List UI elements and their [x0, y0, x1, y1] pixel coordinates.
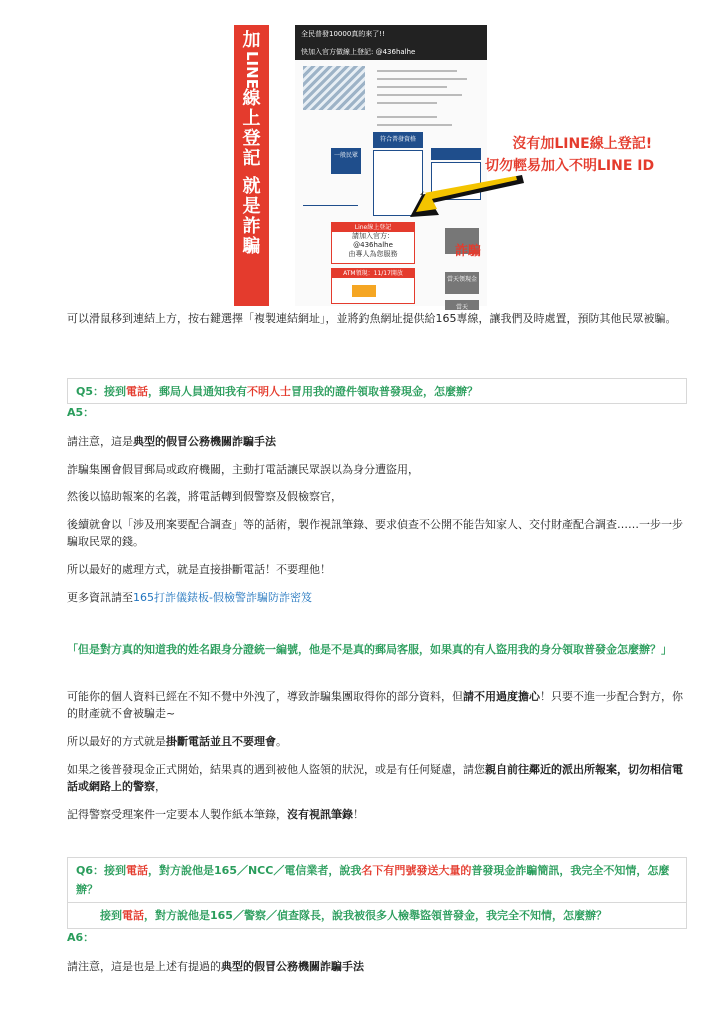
intro-paragraph: 可以滑鼠移到連結上方，按右鍵選擇「複製連結網址」，並將釣魚網址提供給165專線，讓我們及時處置，預防其他民眾被騙。 [67, 312, 677, 325]
warning-line: 切勿輕易加入不明LINE ID [485, 158, 655, 174]
today-cash-box: 當天領現金 [445, 272, 479, 294]
a5-paragraph-1: 請注意，這是典型的假冒公務機關詐騙手法 [67, 435, 276, 448]
eligibility-box: 符合普發資格 [373, 132, 423, 148]
side-title-char: 加 [242, 30, 261, 51]
a6-paragraph-1: 請注意，這是也是上述有提過的典型的假冒公務機關詐騙手法 [67, 960, 364, 973]
answer-label-a5: A5： [67, 406, 95, 419]
side-title-char: LINE [243, 51, 261, 89]
today-box: 當天 [445, 300, 479, 310]
line-box-id: @436halhe [353, 241, 393, 249]
follow-up-quote: 「但是對方真的知道我的姓名跟身分證統一編號，他是不是真的郵局客服，如果真的有人盜用我的身分領取普發金怎麼辦？」 [67, 643, 672, 656]
a5-paragraph-2: 詐騙集團會假冒郵局或政府機關，主動打電話讓民眾誤以為身分遭盜用， [67, 463, 419, 476]
a5b-paragraph-4: 記得警察受理案件一定要本人製作紙本筆錄，沒有視訊筆錄！ [67, 808, 364, 821]
side-title-char: 騙 [242, 235, 261, 257]
line-box-text: 請加入官方： [352, 232, 394, 240]
a5-paragraph-6: 更多資訊請至165打詐儀錶板-假檢警詐騙防詐密笈 [67, 591, 312, 604]
flyer-header-subtitle: 快加入官方做線上登記: @436halhe [301, 48, 416, 56]
a5b-paragraph-1: 可能你的個人資料已經在不知不覺中外洩了，導致詐騙集團取得你的部分資料，但請不用過度擔心！只要不進一步配合對方，你的財產就不會被騙走~ [67, 690, 683, 720]
side-title-char: 上 [242, 107, 261, 129]
side-title-char: 詐 [242, 215, 261, 237]
line-box-text: 由專人為您服務 [348, 250, 398, 258]
a5-paragraph-5: 所以最好的處理方式，就是直接掛斷電話！不要理他！ [67, 563, 331, 576]
side-title-char: 記 [242, 147, 261, 169]
side-title-char: 就 [242, 175, 261, 197]
side-title-char: 是 [242, 195, 261, 217]
scam-tag: 詐騙 [455, 244, 482, 259]
general-public-box: 一般民眾 [331, 148, 361, 174]
question-q6: Q6：接到電話，對方說他是165／NCC／電信業者，說我名下有門號發送大量的普發現金詐騙簡訊，我完全不知情，怎麼辦？ [67, 857, 687, 903]
dashboard-link[interactable]: 165打詐儀錶板-假檢警詐騙防詐密笈 [133, 591, 312, 604]
side-title-char: 線 [242, 87, 261, 109]
question-q5: Q5：接到電話，郵局人員通知我有不明人士冒用我的證件領取普發現金，怎麼辦？ [67, 378, 687, 404]
question-q6-variant: 接到電話，對方說他是165／警察／偵查隊長，說我被很多人檢舉盜領普發金，我完全不知情，怎麼辦？ [67, 903, 687, 929]
a5-paragraph-3: 然後以協助報案的名義，將電話轉到假警察及假檢察官， [67, 490, 342, 503]
warning-callout [485, 133, 654, 177]
warning-line: 沒有加LINE線上登記! [512, 136, 653, 152]
atm-box-header: ATM領現：11/17開放 [332, 269, 414, 278]
flyer-header-title: 全民普發10000真的來了!! [301, 30, 385, 38]
side-title-char: 登 [242, 127, 261, 149]
scam-illustration [234, 25, 487, 311]
yellow-arrow-icon [234, 25, 487, 306]
answer-label-a6: A6： [67, 931, 95, 944]
a5b-paragraph-3: 如果之後普發現金正式開始，結果真的遇到被他人盜領的狀況，或是有任何疑慮，請您親自前往鄰近的派出所報案，切勿相信電話或網路上的警察， [67, 763, 683, 793]
a5b-paragraph-2: 所以最好的方式就是掛斷電話並且不要理會。 [67, 735, 287, 748]
a5-paragraph-4: 後續就會以「涉及刑案要配合調查」等的話術，製作視訊筆錄、要求偵查不公開不能告知家人、交付財產配合調查……一步一步騙取民眾的錢。 [67, 518, 683, 548]
line-box-header: Line線上登記 [332, 223, 414, 232]
